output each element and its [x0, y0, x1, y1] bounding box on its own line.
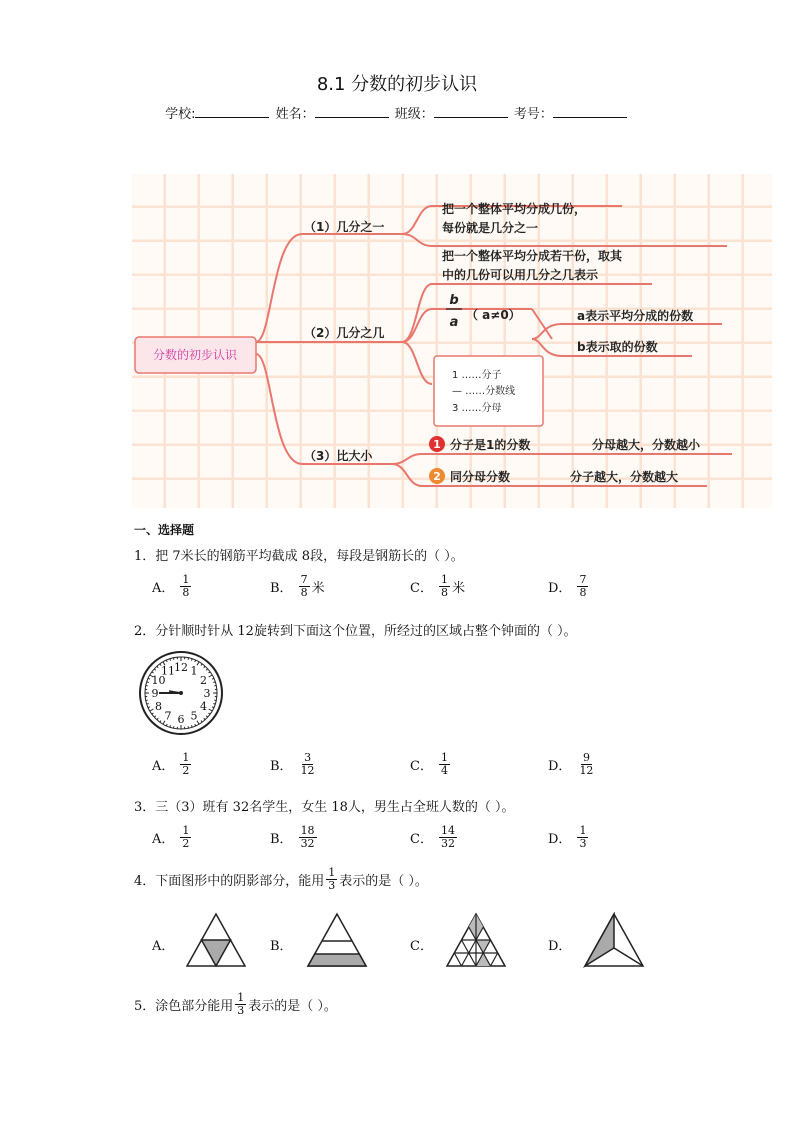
clock-number: 11 [161, 664, 175, 678]
option-label: D． [548, 939, 572, 954]
name-blank[interactable] [315, 105, 389, 118]
clock-number: 6 [177, 713, 185, 726]
clock-number: 3 [203, 687, 211, 700]
q3-option-d[interactable] [548, 825, 590, 850]
q3-option-a[interactable] [152, 825, 193, 850]
option-label: C． [410, 759, 433, 775]
option-label: A． [152, 832, 175, 848]
clock-number: 9 [151, 687, 159, 700]
q3-option-c[interactable] [410, 825, 459, 850]
clock-tick [213, 704, 215, 705]
fraction: $\frac{1}{2}$ [182, 824, 190, 851]
node1-desc2: 每份就是几分之一 [442, 221, 539, 235]
clock-tick [192, 659, 193, 661]
clock-number: 2 [200, 674, 208, 687]
clock-number: 12 [174, 661, 188, 674]
option-label: D． [548, 581, 572, 597]
clock-tick [147, 704, 149, 705]
box-fraction-line: — ……分数线 [452, 386, 516, 397]
fraction: $\frac{1}{4}$ [440, 751, 448, 778]
rule1-label: 分子是1的分数 [450, 438, 531, 452]
q4-option-d[interactable] [548, 935, 575, 954]
page-title: 8.1 分数的初步认识 [316, 74, 478, 95]
rule2-text: 分子越大，分数越大 [570, 470, 679, 484]
node2-desc1: 把一个整体平均分成若干份，取其 [442, 249, 623, 263]
rule2-label: 同分母分数 [450, 470, 511, 484]
exam-no-label: 考号： [513, 107, 553, 122]
q4-option-c[interactable] [410, 935, 437, 954]
fraction: $\frac{1}{3}$ [328, 866, 336, 893]
clock-number: 7 [164, 709, 172, 723]
q3-option-b[interactable] [270, 825, 319, 850]
q2-option-b[interactable] [270, 752, 319, 777]
box-denominator-line: 3 ……分母 [452, 403, 502, 414]
question-5-text: 5．涂色部分能用 $\frac{1}{3}$ 表示的是（ ）。 [134, 991, 337, 1018]
triangle-figure-a [185, 912, 247, 968]
triangle-figure-c [445, 912, 507, 968]
option-label: C． [410, 581, 433, 597]
section-heading: 一、选择题 [134, 523, 195, 537]
name-label: 姓名： [275, 107, 315, 122]
q4-option-b[interactable] [270, 935, 297, 954]
q1-option-c[interactable] [410, 574, 465, 599]
clock-number: 4 [200, 700, 208, 713]
unit: 米 [451, 581, 465, 597]
q2-option-d[interactable] [548, 752, 597, 777]
fraction: $\frac{9}{12}$ [579, 751, 594, 778]
b-meaning: b表示取的份数 [577, 340, 658, 354]
class-label: 班级： [394, 107, 434, 122]
node2-label: （2）几分之几 [304, 326, 385, 340]
fraction: $\frac{7}{8}$ [579, 573, 587, 600]
unit: 米 [311, 581, 325, 597]
question-2-text: 2．分针顺时针从 12旋转到下面这个位置，所经过的区域占整个钟面的（ ）。 [134, 624, 577, 639]
exam-no-blank[interactable] [553, 105, 627, 118]
question-1-text: 1．把 7米长的钢筋平均截成 8段，每段是钢筋长的（ ）。 [134, 549, 464, 564]
q1-option-b[interactable] [270, 574, 325, 599]
student-info-row [0, 103, 794, 122]
q2-option-c[interactable] [410, 752, 452, 777]
option-label: D． [548, 759, 572, 775]
school-blank[interactable] [195, 105, 269, 118]
clock-tick [170, 725, 171, 727]
option-label: C． [410, 939, 433, 954]
q4-option-a[interactable] [152, 935, 178, 954]
fraction: $\frac{1}{3}$ [579, 824, 587, 851]
option-label: B． [270, 939, 293, 954]
badge-1-number: 1 [433, 438, 441, 451]
option-label: B． [270, 832, 293, 848]
fraction-numerator-b: b [449, 293, 459, 308]
q2-option-a[interactable] [152, 752, 193, 777]
clock-tick [213, 682, 215, 683]
class-blank[interactable] [434, 105, 508, 118]
clock-tick [170, 659, 171, 661]
fraction: $\frac{14}{32}$ [440, 824, 455, 851]
option-label: A． [152, 759, 175, 775]
q1-option-a[interactable] [152, 574, 193, 599]
school-label: 学校: [165, 107, 196, 122]
rule1-text: 分母越大，分数越小 [592, 438, 701, 452]
clock-number: 1 [190, 664, 198, 678]
fraction: $\frac{18}{32}$ [300, 824, 315, 851]
box-numerator-line: 1 ……分子 [452, 370, 502, 381]
fraction-condition: （ a≠0） [466, 308, 521, 322]
question-4-text: 4．下面图形中的阴影部分，能用 $\frac{1}{3}$ 表示的是（ ）。 [134, 866, 428, 893]
triangle-figure-d [583, 912, 645, 968]
triangle-figure-b [306, 912, 368, 968]
clock-face [138, 650, 224, 736]
mindmap-diagram [132, 174, 772, 508]
clock-number: 5 [190, 709, 198, 723]
q1-option-d[interactable] [548, 574, 590, 599]
fraction: $\frac{7}{8}$ [300, 573, 308, 600]
option-label: A． [152, 939, 175, 954]
option-label: C． [410, 832, 433, 848]
option-label: D． [548, 832, 572, 848]
option-label: B． [270, 759, 293, 775]
node3-label: （3）比大小 [304, 449, 373, 463]
clock-number: 8 [154, 700, 162, 713]
fraction: $\frac{1}{8}$ [440, 573, 448, 600]
clock-number: 10 [151, 674, 166, 687]
node2-desc2: 中的几份可以用几分之几表示 [442, 268, 599, 282]
node1-label: （1）几分之一 [304, 220, 385, 234]
fraction: $\frac{1}{3}$ [237, 991, 245, 1018]
badge-2-number: 2 [433, 470, 441, 483]
fraction: $\frac{1}{8}$ [182, 573, 190, 600]
option-label: B． [270, 581, 293, 597]
question-3-text: 3．三（3）班有 32名学生，女生 18人，男生占全班人数的（ ）。 [134, 800, 515, 815]
node1-desc1: 把一个整体平均分成几份， [442, 202, 587, 216]
option-label: A． [152, 581, 175, 597]
a-meaning: a表示平均分成的份数 [577, 309, 694, 323]
fraction: $\frac{1}{2}$ [182, 751, 190, 778]
clock-tick [147, 682, 149, 683]
mindmap-root-label: 分数的初步认识 [152, 348, 238, 362]
fraction-denominator-a: a [449, 315, 459, 330]
fraction: $\frac{3}{12}$ [300, 751, 315, 778]
clock-tick [192, 725, 193, 727]
